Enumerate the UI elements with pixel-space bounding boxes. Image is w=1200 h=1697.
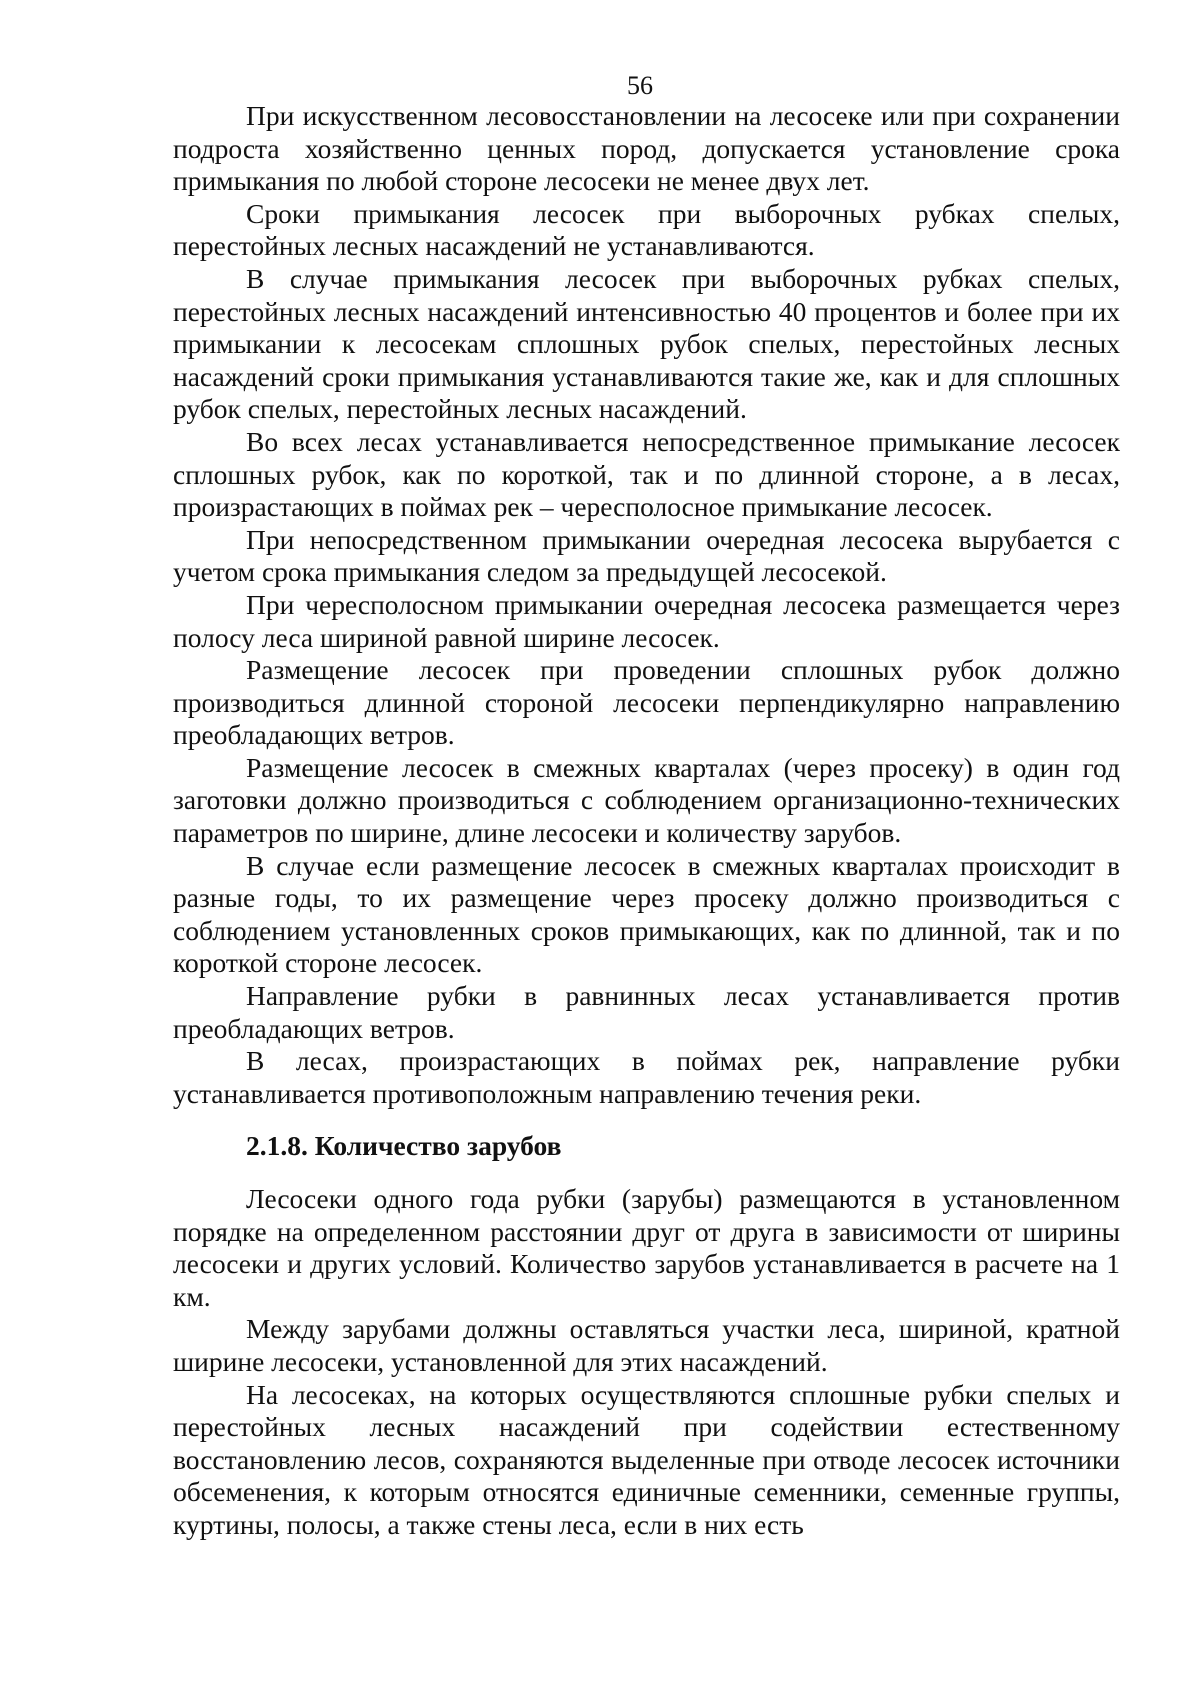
paragraph: Между зарубами должны оставляться участки леса, шириной, кратной ширине лесосеки, установленной для этих насаждений.: [173, 1313, 1120, 1377]
paragraph: При чересполосном примыкании очередная лесосека размещается через полосу леса шириной равной ширине лесосек.: [173, 588, 1120, 653]
paragraph: На лесосеках, на которых осуществляются сплошные рубки спелых и перестойных лесных насаждений при содействии естественному восстановлению лесов, сохраняются выделенные при отводе лесосек источники обсеменения, к которым относятся единичные семенники, семенные группы, куртины, полосы, а также стены леса, если в них есть: [173, 1378, 1120, 1540]
paragraph: Направление рубки в равнинных лесах устанавливается против преобладающих ветров.: [173, 980, 1120, 1044]
paragraph: В лесах, произрастающих в поймах рек, направление рубки устанавливается противоположным направлению течения реки.: [173, 1045, 1120, 1109]
paragraph: Лесосеки одного года рубки (зарубы) размещаются в установленном порядке на определенном расстоянии друг от друга в зависимости от ширины лесосеки и других условий. Количество зарубов устанавливается в расчете на 1 км.: [173, 1183, 1120, 1312]
page-number: 56: [627, 71, 653, 100]
paragraph: В случае примыкания лесосек при выборочных рубках спелых, перестойных лесных насаждений интенсивностью 40 процентов и более при их примыкании к лесосекам сплошных рубок спелых, перестойных лесных насаждений сроки примыкания устанавливаются такие же, как и для сплошных рубок спелых, перестойных лесных насаждений.: [173, 262, 1120, 425]
paragraph: При непосредственном примыкании очередная лесосека вырубается с учетом срока примыкания следом за предыдущей лесосекой.: [173, 523, 1120, 588]
paragraph: Сроки примыкания лесосек при выборочных рубках спелых, перестойных лесных насаждений не устанавливаются.: [173, 197, 1120, 262]
section-heading: 2.1.8. Количество зарубов: [246, 1130, 562, 1162]
paragraph: Во всех лесах устанавливается непосредственное примыкание лесосек сплошных рубок, как по короткой, так и по длинной стороне, а в лесах, произрастающих в поймах рек – чересполосное примыкание лесосек.: [173, 425, 1120, 523]
document-body: [173, 100, 1120, 1542]
paragraph: Размещение лесосек при проведении сплошных рубок должно производиться длинной стороной лесосеки перпендикулярно направлению преобладающих ветров.: [173, 654, 1120, 751]
paragraph: При искусственном лесовосстановлении на лесосеке или при сохранении подроста хозяйственно ценных пород, допускается установление срока примыкания по любой стороне лесосеки не менее двух лет.: [173, 100, 1120, 197]
paragraph: Размещение лесосек в смежных кварталах (через просеку) в один год заготовки должно производиться с соблюдением организационно-технических параметров по ширине, длине лесосеки и количеству зарубов.: [173, 751, 1120, 849]
paragraph: В случае если размещение лесосек в смежных кварталах происходит в разные годы, то их размещение через просеку должно производиться с соблюдением установленных сроков примыкающих, как по длинной, так и по короткой стороне лесосек.: [173, 849, 1120, 979]
